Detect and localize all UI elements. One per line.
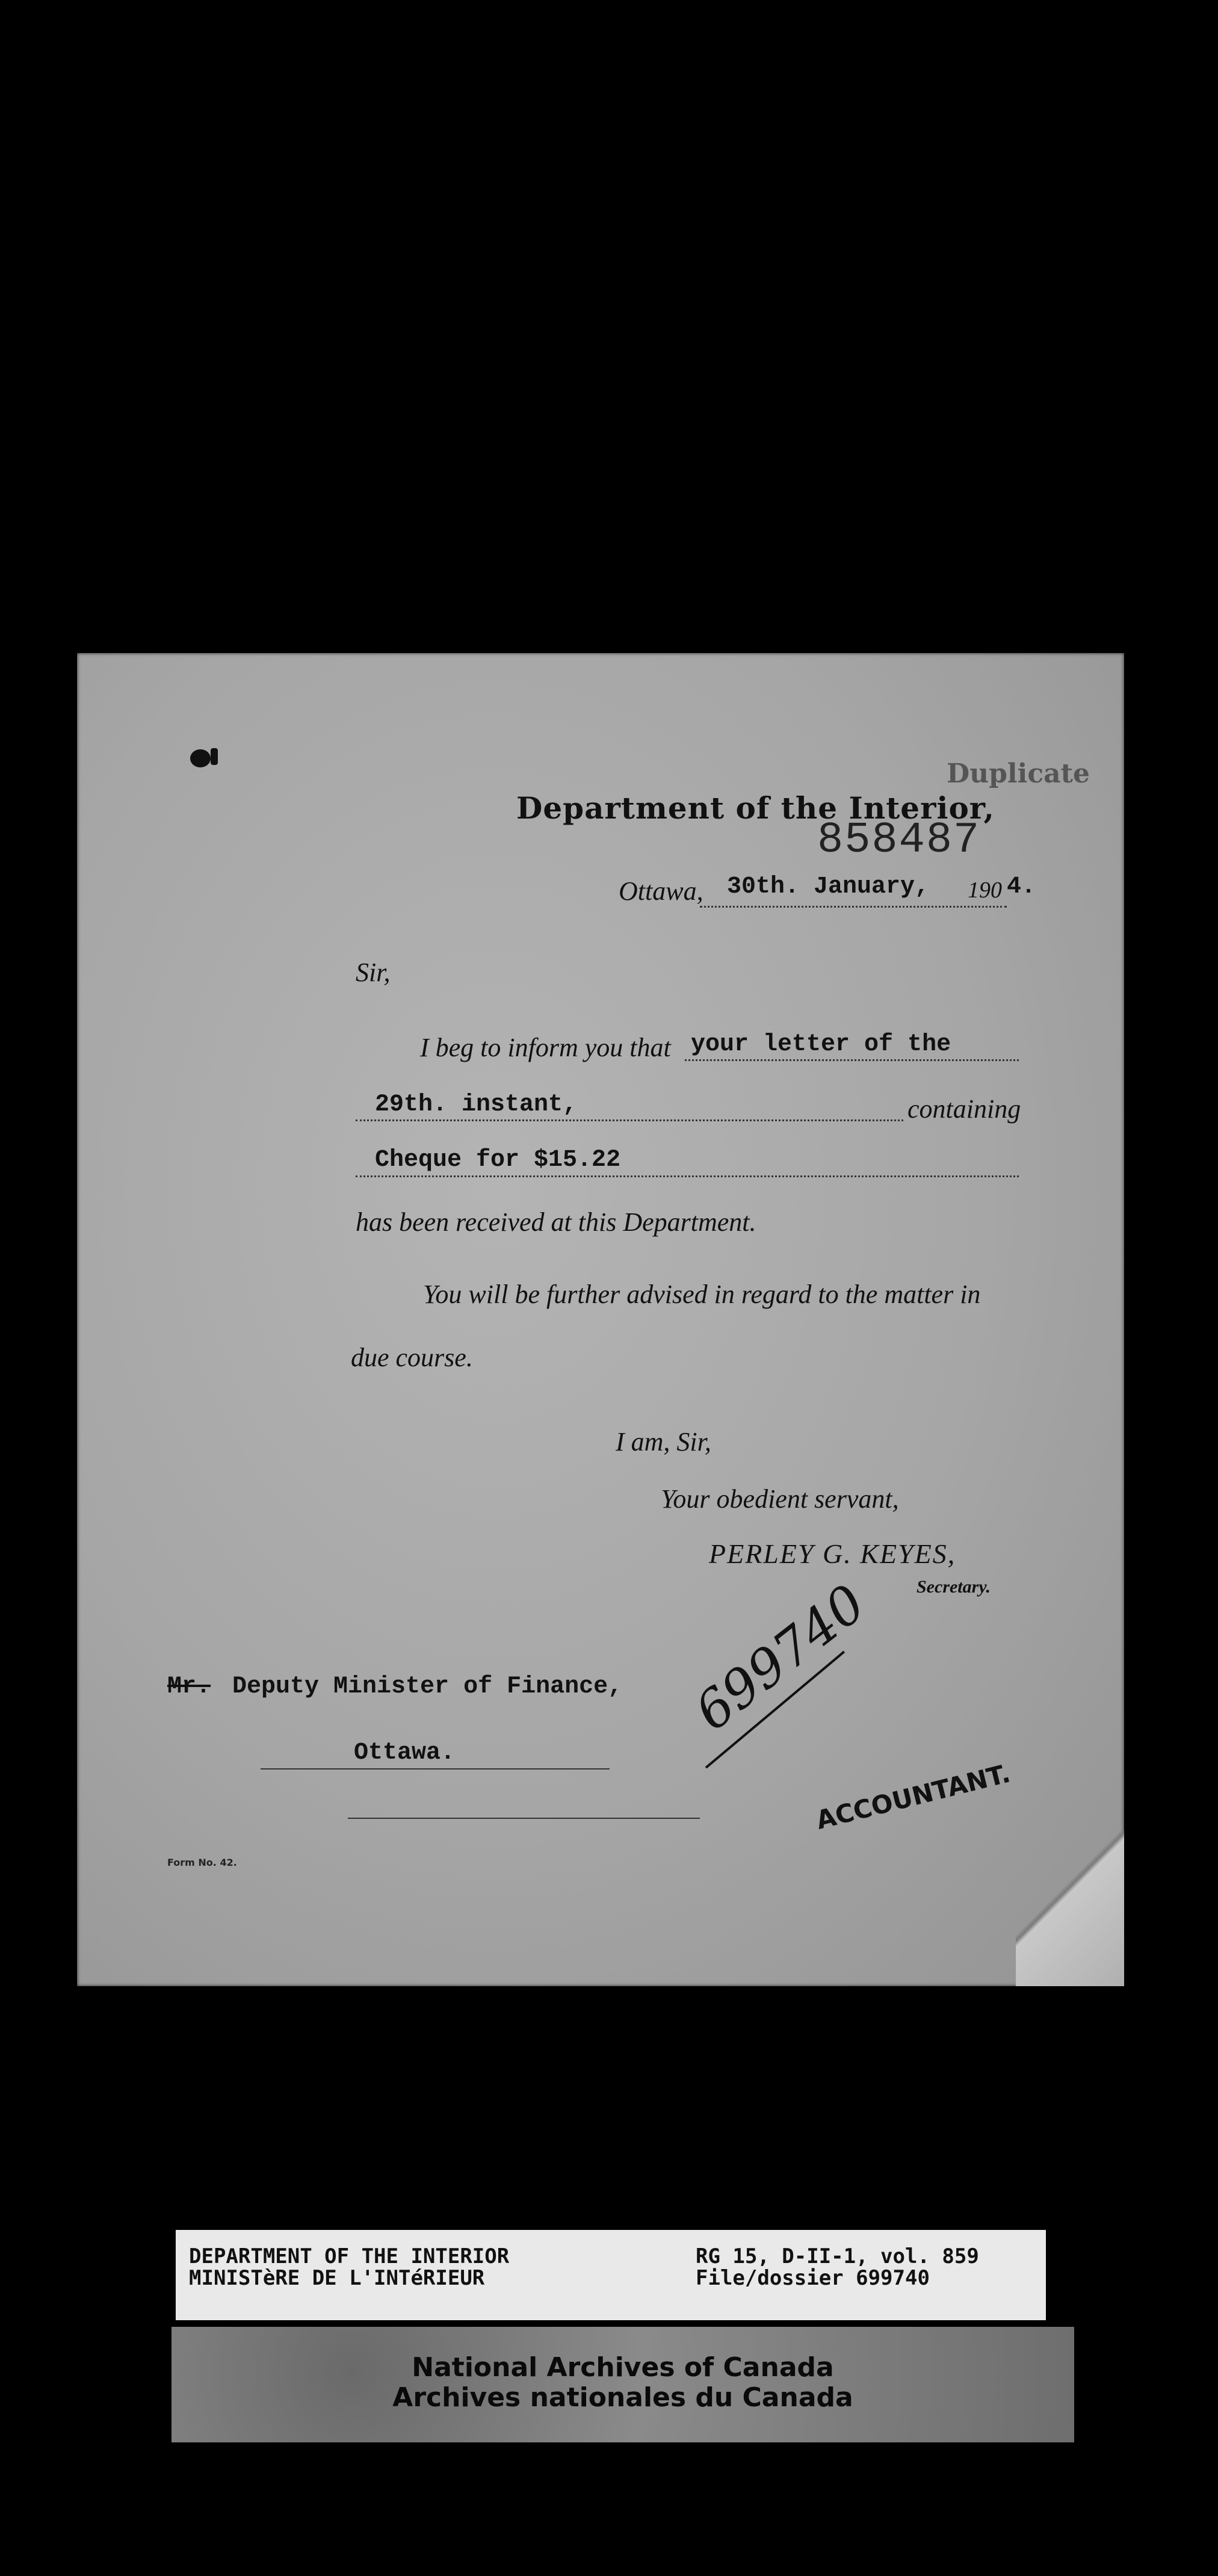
letter-date: 30th. January, <box>727 873 930 900</box>
folded-corner <box>1016 1788 1124 1986</box>
year-suffix: 4. <box>1007 873 1036 900</box>
archives-name-en: National Archives of Canada <box>412 2352 834 2383</box>
place-label: Ottawa, <box>619 876 703 906</box>
department-heading: Department of the Interior, <box>516 790 995 826</box>
signatory-title: Secretary. <box>917 1577 991 1597</box>
date-ref-line <box>356 1119 903 1121</box>
address-line <box>348 1818 700 1819</box>
received-text: has been received at this Department. <box>356 1207 756 1237</box>
recipient-prefix: Mr. <box>167 1673 211 1700</box>
accountant-stamp: ACCOUNTANT. <box>813 1758 1013 1835</box>
advised-line-2: due course. <box>351 1343 473 1372</box>
archive-reference-label <box>176 2230 1046 2320</box>
ink-blot <box>211 748 218 765</box>
year-prefix: 190 <box>968 878 1002 903</box>
ink-blot <box>190 749 211 767</box>
form-number: Form No. 42. <box>167 1857 237 1868</box>
enclosure-line <box>356 1175 1019 1177</box>
handwritten-number: 699740 <box>684 1573 877 1742</box>
signatory-name: PERLEY G. KEYES, <box>709 1538 956 1569</box>
letter-sheet <box>77 653 1124 1986</box>
file-dossier-ref: File/dossier 699740 <box>696 2266 930 2290</box>
inform-line <box>685 1059 1019 1061</box>
archives-name-fr: Archives nationales du Canada <box>392 2382 853 2413</box>
containing-label: containing <box>907 1094 1021 1124</box>
inform-text: I beg to inform you that <box>420 1033 671 1062</box>
file-number: 858487 <box>817 816 981 865</box>
advised-line-1: You will be further advised in regard to the matter in <box>423 1280 981 1309</box>
duplicate-stamp: Duplicate <box>947 758 1090 789</box>
department-label-en: DEPARTMENT OF THE INTERIOR <box>189 2244 510 2268</box>
department-label-fr: MINISTèRE DE L'INTéRIEUR <box>189 2266 485 2290</box>
date-ref-typed: 29th. instant, <box>375 1091 578 1118</box>
record-group-ref: RG 15, D-II-1, vol. 859 <box>696 2244 979 2268</box>
recipient-city: Ottawa. <box>354 1739 456 1766</box>
archives-banner <box>172 2327 1074 2442</box>
inform-typed: your letter of the <box>691 1031 951 1058</box>
enclosure-typed: Cheque for $15.22 <box>375 1147 621 1174</box>
closing-line-2: Your obedient servant, <box>661 1484 899 1514</box>
closing-line-1: I am, Sir, <box>616 1427 711 1457</box>
salutation: Sir, <box>356 958 391 987</box>
city-line <box>261 1768 610 1769</box>
date-line <box>700 906 1007 908</box>
recipient-name: Deputy Minister of Finance, <box>232 1673 623 1700</box>
